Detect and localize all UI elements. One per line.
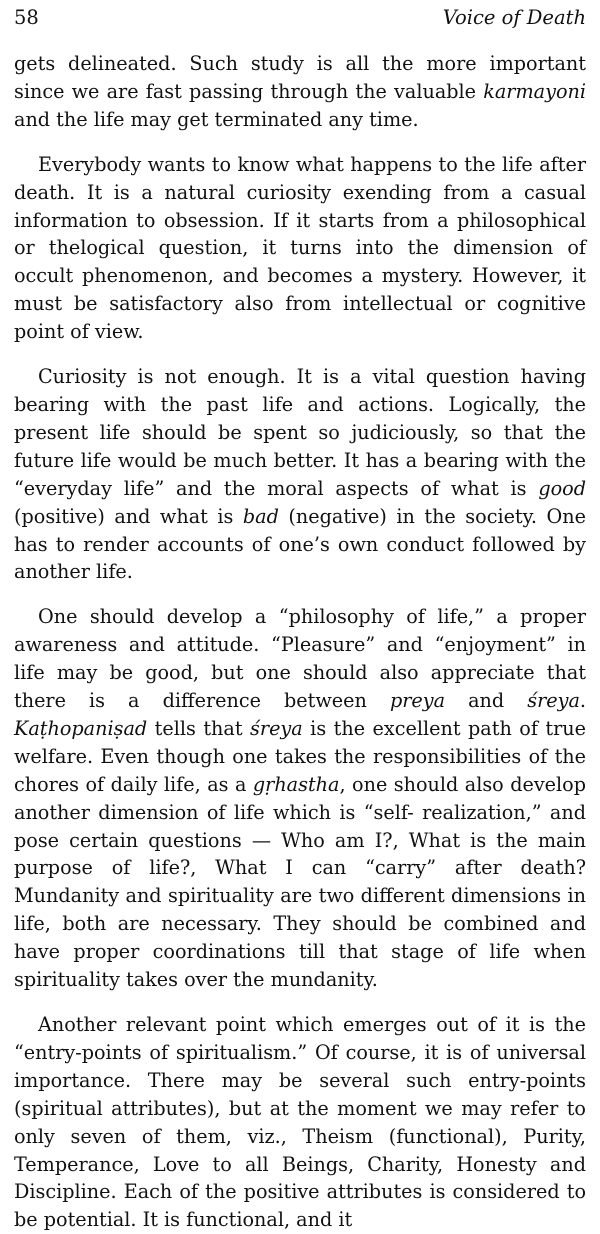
text-run: and the life may get terminated any time. xyxy=(14,107,419,131)
text-run: gets delineated. Such study is all the more important since we are fast passing through the valuable xyxy=(14,52,586,103)
text-run: One should develop a “philosophy of life,” a proper awareness and attitude. “Pleasure” and “enjoyment” in life may be good, but one should also appreciate that there is a difference between xyxy=(14,605,586,713)
paragraph-4 xyxy=(14,603,586,994)
text-run: Curiosity is not enough. It is a vital question having bearing with the past life and actions. Logically, the present life should be spent so judiciously, so that the future life would be much better. It has a bearing with the “everyday life” and the moral aspects of what is xyxy=(14,365,586,500)
text-run: and xyxy=(445,689,528,713)
running-header xyxy=(14,6,586,46)
italic-term: gṛhastha xyxy=(252,772,340,796)
text-run: (negative) in the society. One has to render accounts of one’s own conduct followed by another life. xyxy=(14,504,586,584)
running-title: Voice of Death xyxy=(442,6,586,29)
italic-term: preya xyxy=(389,689,446,713)
text-run: , one should also develop another dimension of life which is “self- realization,” and pose certain questions — Who am I?, What is the main purpose of life?, What I can “carry” after death? Mundanity and spirituality are two different dimensions in life, both are necessary. They should be combined and have proper coordinations till that stage of life when spirituality takes over the mundanity. xyxy=(14,772,586,992)
body-text xyxy=(14,50,586,1234)
paragraph-1 xyxy=(14,50,586,134)
text-run: tells that xyxy=(147,716,251,740)
italic-term: karmayoni xyxy=(483,79,586,103)
paragraph-3 xyxy=(14,363,586,586)
text-run: (positive) and what is xyxy=(14,504,243,528)
paragraph-5 xyxy=(14,1011,586,1234)
text-run: Another relevant point which emerges out of it is the “entry-points of spiritualism.” Of course, it is of universal importance. There may be several such entry-points (spiritual attributes), but at the moment we may refer to only seven of them, viz., Theism (functional), Purity, Temperance, Love to all Beings, Charity, Honesty and Discipline. Each of the positive attributes is considered to be potential. It is functional, and it xyxy=(14,1013,586,1232)
text-run: . xyxy=(579,689,587,713)
text-run: Everybody wants to know what happens to the life after death. It is a natural curiosity exending from a casual information to obsession. If it starts from a philosophical or thelogical question, it turns into the dimension of occult phenomenon, and becomes a mystery. However, it must be satisfactory also from intellectual or cognitive point of view. xyxy=(14,152,586,344)
text-run: is the excellent path of true welfare. Even though one takes the responsibilities of the chores of daily life, as a xyxy=(14,716,587,796)
italic-term: bad xyxy=(242,504,279,528)
italic-term: Kaṭhopaniṣad xyxy=(14,716,148,740)
paragraph-2 xyxy=(14,151,586,346)
page-number: 58 xyxy=(14,6,39,29)
italic-term: śreya xyxy=(250,716,303,740)
italic-term: śreya xyxy=(527,689,580,713)
italic-term: good xyxy=(538,476,586,500)
